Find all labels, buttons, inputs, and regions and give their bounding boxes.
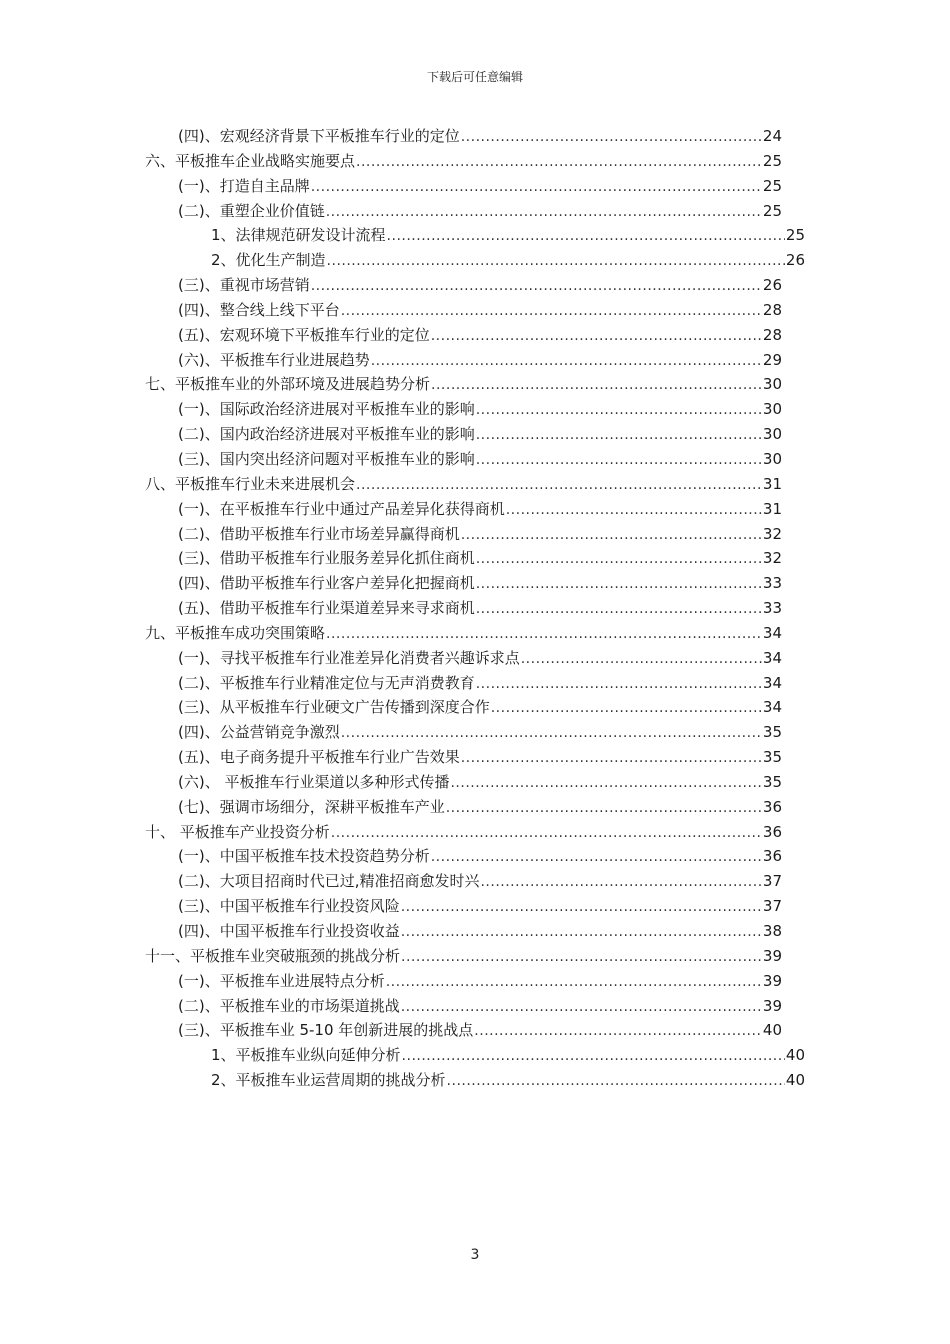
toc-entry-page: 28 bbox=[762, 325, 782, 344]
toc-dot-leader bbox=[401, 920, 762, 945]
toc-entry[interactable] bbox=[0, 671, 950, 696]
toc-entry-title: (三)、从平板推车行业硬文广告传播到深度合作 bbox=[178, 698, 490, 717]
toc-entry-title: 1、法律规范研发设计流程 bbox=[211, 226, 386, 245]
toc-dot-leader bbox=[447, 1069, 785, 1094]
toc-dot-leader bbox=[356, 150, 762, 175]
toc-entry[interactable] bbox=[0, 745, 950, 770]
toc-entry-page: 32 bbox=[762, 524, 782, 543]
toc-entry-title: 九、平板推车成功突围策略 bbox=[145, 623, 326, 642]
toc-dot-leader bbox=[476, 672, 762, 697]
toc-entry[interactable] bbox=[0, 720, 950, 745]
toc-entry-page: 31 bbox=[762, 499, 782, 518]
toc-entry[interactable] bbox=[0, 372, 950, 397]
toc-entry-page: 35 bbox=[762, 723, 782, 742]
toc-entry[interactable] bbox=[0, 546, 950, 571]
toc-entry-page: 40 bbox=[785, 1046, 805, 1065]
toc-dot-leader bbox=[326, 622, 762, 647]
toc-dot-leader bbox=[476, 398, 762, 423]
toc-entry-page: 33 bbox=[762, 599, 782, 618]
toc-entry-title: (五)、宏观环境下平板推车行业的定位 bbox=[178, 325, 430, 344]
toc-entry[interactable] bbox=[0, 522, 950, 547]
toc-entry[interactable] bbox=[0, 323, 950, 348]
toc-entry[interactable] bbox=[0, 298, 950, 323]
toc-entry-title: 六、平板推车企业战略实施要点 bbox=[145, 151, 356, 170]
toc-entry[interactable] bbox=[0, 223, 950, 248]
toc-dot-leader bbox=[341, 299, 762, 324]
toc-dot-leader bbox=[506, 498, 762, 523]
toc-entry-page: 36 bbox=[762, 797, 782, 816]
toc-dot-leader bbox=[476, 572, 762, 597]
toc-entry-page: 35 bbox=[762, 772, 782, 791]
toc-entry-title: (一)、寻找平板推车行业准差异化消费者兴趣诉求点 bbox=[178, 648, 520, 667]
toc-entry[interactable] bbox=[0, 944, 950, 969]
toc-dot-leader bbox=[476, 547, 762, 572]
toc-entry-title: (二)、借助平板推车行业市场差异赢得商机 bbox=[178, 524, 460, 543]
toc-entry-title: (二)、大项目招商时代已过,精准招商愈发时兴 bbox=[178, 872, 480, 891]
toc-entry-page: 24 bbox=[762, 127, 782, 145]
toc-entry[interactable] bbox=[0, 497, 950, 522]
toc-entry[interactable] bbox=[0, 124, 950, 149]
toc-entry[interactable] bbox=[0, 273, 950, 298]
toc-entry-title: (四)、公益营销竞争激烈 bbox=[178, 723, 340, 742]
toc-entry[interactable] bbox=[0, 571, 950, 596]
toc-entry-title: (三)、中国平板推车行业投资风险 bbox=[178, 897, 400, 916]
toc-entry-title: (五)、电子商务提升平板推车行业广告效果 bbox=[178, 748, 460, 767]
toc-entry-page: 30 bbox=[762, 449, 782, 468]
toc-dot-leader bbox=[311, 175, 762, 200]
toc-entry-title: (二)、平板推车行业精准定位与无声消费教育 bbox=[178, 673, 475, 692]
toc-entry-page: 39 bbox=[762, 971, 782, 990]
toc-entry-title: (三)、重视市场营销 bbox=[178, 276, 310, 295]
toc-dot-leader bbox=[461, 523, 762, 548]
toc-dot-leader bbox=[341, 721, 762, 746]
toc-entry-title: 2、优化生产制造 bbox=[211, 251, 326, 270]
toc-entry-page: 34 bbox=[762, 698, 782, 717]
toc-entry-title: (二)、重塑企业价值链 bbox=[178, 201, 325, 220]
toc-entry-page: 33 bbox=[762, 574, 782, 593]
toc-dot-leader bbox=[401, 895, 762, 920]
toc-dot-leader bbox=[431, 324, 762, 349]
toc-dot-leader bbox=[474, 1019, 762, 1044]
toc-entry[interactable] bbox=[0, 1068, 950, 1093]
toc-entry[interactable] bbox=[0, 199, 950, 224]
toc-entry[interactable] bbox=[0, 969, 950, 994]
page-number: 3 bbox=[470, 1247, 480, 1263]
toc-entry[interactable] bbox=[0, 621, 950, 646]
toc-entry-page: 26 bbox=[785, 251, 805, 270]
toc-entry-page: 34 bbox=[762, 648, 782, 667]
toc-entry-page: 25 bbox=[762, 176, 782, 195]
toc-entry-page: 36 bbox=[762, 847, 782, 866]
toc-dot-leader bbox=[476, 448, 762, 473]
toc-entry[interactable] bbox=[0, 695, 950, 720]
toc-entry-title: (七)、强调市场细分，深耕平板推车产业 bbox=[178, 797, 445, 816]
toc-dot-leader bbox=[431, 373, 762, 398]
toc-dot-leader bbox=[401, 995, 762, 1020]
toc-entry-title: 八、平板推车行业未来进展机会 bbox=[145, 474, 356, 493]
toc-entry-page: 37 bbox=[762, 897, 782, 916]
toc-entry-page: 28 bbox=[762, 300, 782, 319]
toc-entry-title: (二)、平板推车业的市场渠道挑战 bbox=[178, 996, 400, 1015]
toc-entry-title: (四)、中国平板推车行业投资收益 bbox=[178, 922, 400, 940]
toc-dot-leader bbox=[331, 821, 762, 846]
toc-entry-page: 34 bbox=[762, 673, 782, 692]
toc-entry-title: (六)、 平板推车行业渠道以多种形式传播 bbox=[178, 772, 450, 791]
toc-entry-page: 38 bbox=[762, 922, 782, 940]
toc-entry-title: (二)、国内政治经济进展对平板推车业的影响 bbox=[178, 425, 475, 444]
toc-entry-page: 39 bbox=[762, 946, 782, 965]
toc-entry[interactable] bbox=[0, 149, 950, 174]
toc-dot-leader bbox=[476, 597, 762, 622]
toc-entry[interactable] bbox=[0, 422, 950, 447]
toc-entry-title: (一)、中国平板推车技术投资趋势分析 bbox=[178, 847, 430, 866]
toc-entry[interactable] bbox=[0, 770, 950, 795]
toc-entry-title: (一)、平板推车业进展特点分析 bbox=[178, 971, 385, 990]
toc-entry[interactable] bbox=[0, 919, 950, 944]
toc-entry[interactable] bbox=[0, 795, 950, 820]
toc-entry-page: 35 bbox=[762, 748, 782, 767]
toc-entry-title: (三)、平板推车业 5-10 年创新进展的挑战点 bbox=[178, 1021, 474, 1040]
toc-dot-leader bbox=[386, 970, 762, 995]
toc-dot-leader bbox=[521, 647, 762, 672]
toc-dot-leader bbox=[491, 696, 762, 721]
toc-dot-leader bbox=[401, 945, 762, 970]
toc-entry[interactable] bbox=[0, 820, 950, 845]
toc-entry-title: 1、平板推车业纵向延伸分析 bbox=[211, 1046, 401, 1065]
toc-entry-title: 2、平板推车业运营周期的挑战分析 bbox=[211, 1071, 446, 1090]
toc-entry-title: (四)、借助平板推车行业客户差异化把握商机 bbox=[178, 574, 475, 593]
toc-entry[interactable] bbox=[0, 397, 950, 422]
toc-dot-leader bbox=[476, 423, 762, 448]
toc-entry-title: (一)、国际政治经济进展对平板推车业的影响 bbox=[178, 400, 475, 419]
toc-dot-leader bbox=[446, 796, 762, 821]
toc-entry-title: (四)、宏观经济背景下平板推车行业的定位 bbox=[178, 127, 460, 145]
toc-dot-leader bbox=[461, 125, 762, 150]
table-of-contents bbox=[0, 124, 950, 1093]
toc-entry[interactable] bbox=[0, 869, 950, 894]
toc-dot-leader bbox=[371, 349, 762, 374]
toc-entry-page: 40 bbox=[785, 1071, 805, 1090]
toc-entry-title: (一)、在平板推车行业中通过产品差异化获得商机 bbox=[178, 499, 505, 518]
toc-dot-leader bbox=[311, 274, 762, 299]
toc-entry-title: (五)、借助平板推车行业渠道差异来寻求商机 bbox=[178, 599, 475, 618]
toc-dot-leader bbox=[387, 224, 785, 249]
toc-entry-title: (三)、国内突出经济问题对平板推车业的影响 bbox=[178, 449, 475, 468]
toc-entry[interactable] bbox=[0, 1018, 950, 1043]
toc-entry-title: (四)、整合线上线下平台 bbox=[178, 300, 340, 319]
toc-dot-leader bbox=[327, 249, 785, 274]
toc-entry[interactable] bbox=[0, 472, 950, 497]
toc-entry-page: 25 bbox=[762, 151, 782, 170]
toc-entry[interactable] bbox=[0, 894, 950, 919]
toc-entry-page: 39 bbox=[762, 996, 782, 1015]
toc-entry-page: 34 bbox=[762, 623, 782, 642]
toc-entry-page: 29 bbox=[762, 350, 782, 369]
toc-entry-page: 25 bbox=[762, 201, 782, 220]
toc-dot-leader bbox=[461, 746, 762, 771]
toc-entry-page: 30 bbox=[762, 400, 782, 419]
toc-dot-leader bbox=[480, 870, 761, 895]
toc-entry[interactable] bbox=[0, 596, 950, 621]
toc-entry-title: (一)、打造自主品牌 bbox=[178, 176, 310, 195]
toc-entry-page: 30 bbox=[762, 375, 782, 394]
toc-entry-page: 25 bbox=[785, 226, 805, 245]
toc-entry-page: 36 bbox=[762, 822, 782, 841]
toc-dot-leader bbox=[431, 845, 762, 870]
toc-entry-page: 40 bbox=[762, 1021, 782, 1040]
toc-entry[interactable] bbox=[0, 447, 950, 472]
toc-entry[interactable] bbox=[0, 248, 950, 273]
toc-entry[interactable] bbox=[0, 348, 950, 373]
toc-entry-page: 37 bbox=[762, 872, 782, 891]
toc-entry-page: 26 bbox=[762, 276, 782, 295]
toc-entry-title: (六)、平板推车行业进展趋势 bbox=[178, 350, 370, 369]
toc-entry-page: 32 bbox=[762, 549, 782, 568]
toc-entry[interactable] bbox=[0, 844, 950, 869]
toc-dot-leader bbox=[326, 200, 762, 225]
toc-entry-title: 十一、平板推车业突破瓶颈的挑战分析 bbox=[145, 946, 401, 965]
toc-dot-leader bbox=[356, 473, 762, 498]
toc-entry-page: 30 bbox=[762, 425, 782, 444]
page-header: 下载后可任意编辑 bbox=[426, 70, 523, 84]
toc-entry[interactable] bbox=[0, 174, 950, 199]
toc-entry-title: 十、 平板推车产业投资分析 bbox=[145, 822, 330, 841]
toc-entry[interactable] bbox=[0, 646, 950, 671]
toc-entry[interactable] bbox=[0, 994, 950, 1019]
toc-dot-leader bbox=[450, 771, 761, 796]
toc-entry-title: 七、平板推车业的外部环境及进展趋势分析 bbox=[145, 375, 431, 394]
toc-entry-page: 31 bbox=[762, 474, 782, 493]
toc-entry[interactable] bbox=[0, 1043, 950, 1068]
toc-entry-title: (三)、借助平板推车行业服务差异化抓住商机 bbox=[178, 549, 475, 568]
toc-dot-leader bbox=[402, 1044, 785, 1069]
